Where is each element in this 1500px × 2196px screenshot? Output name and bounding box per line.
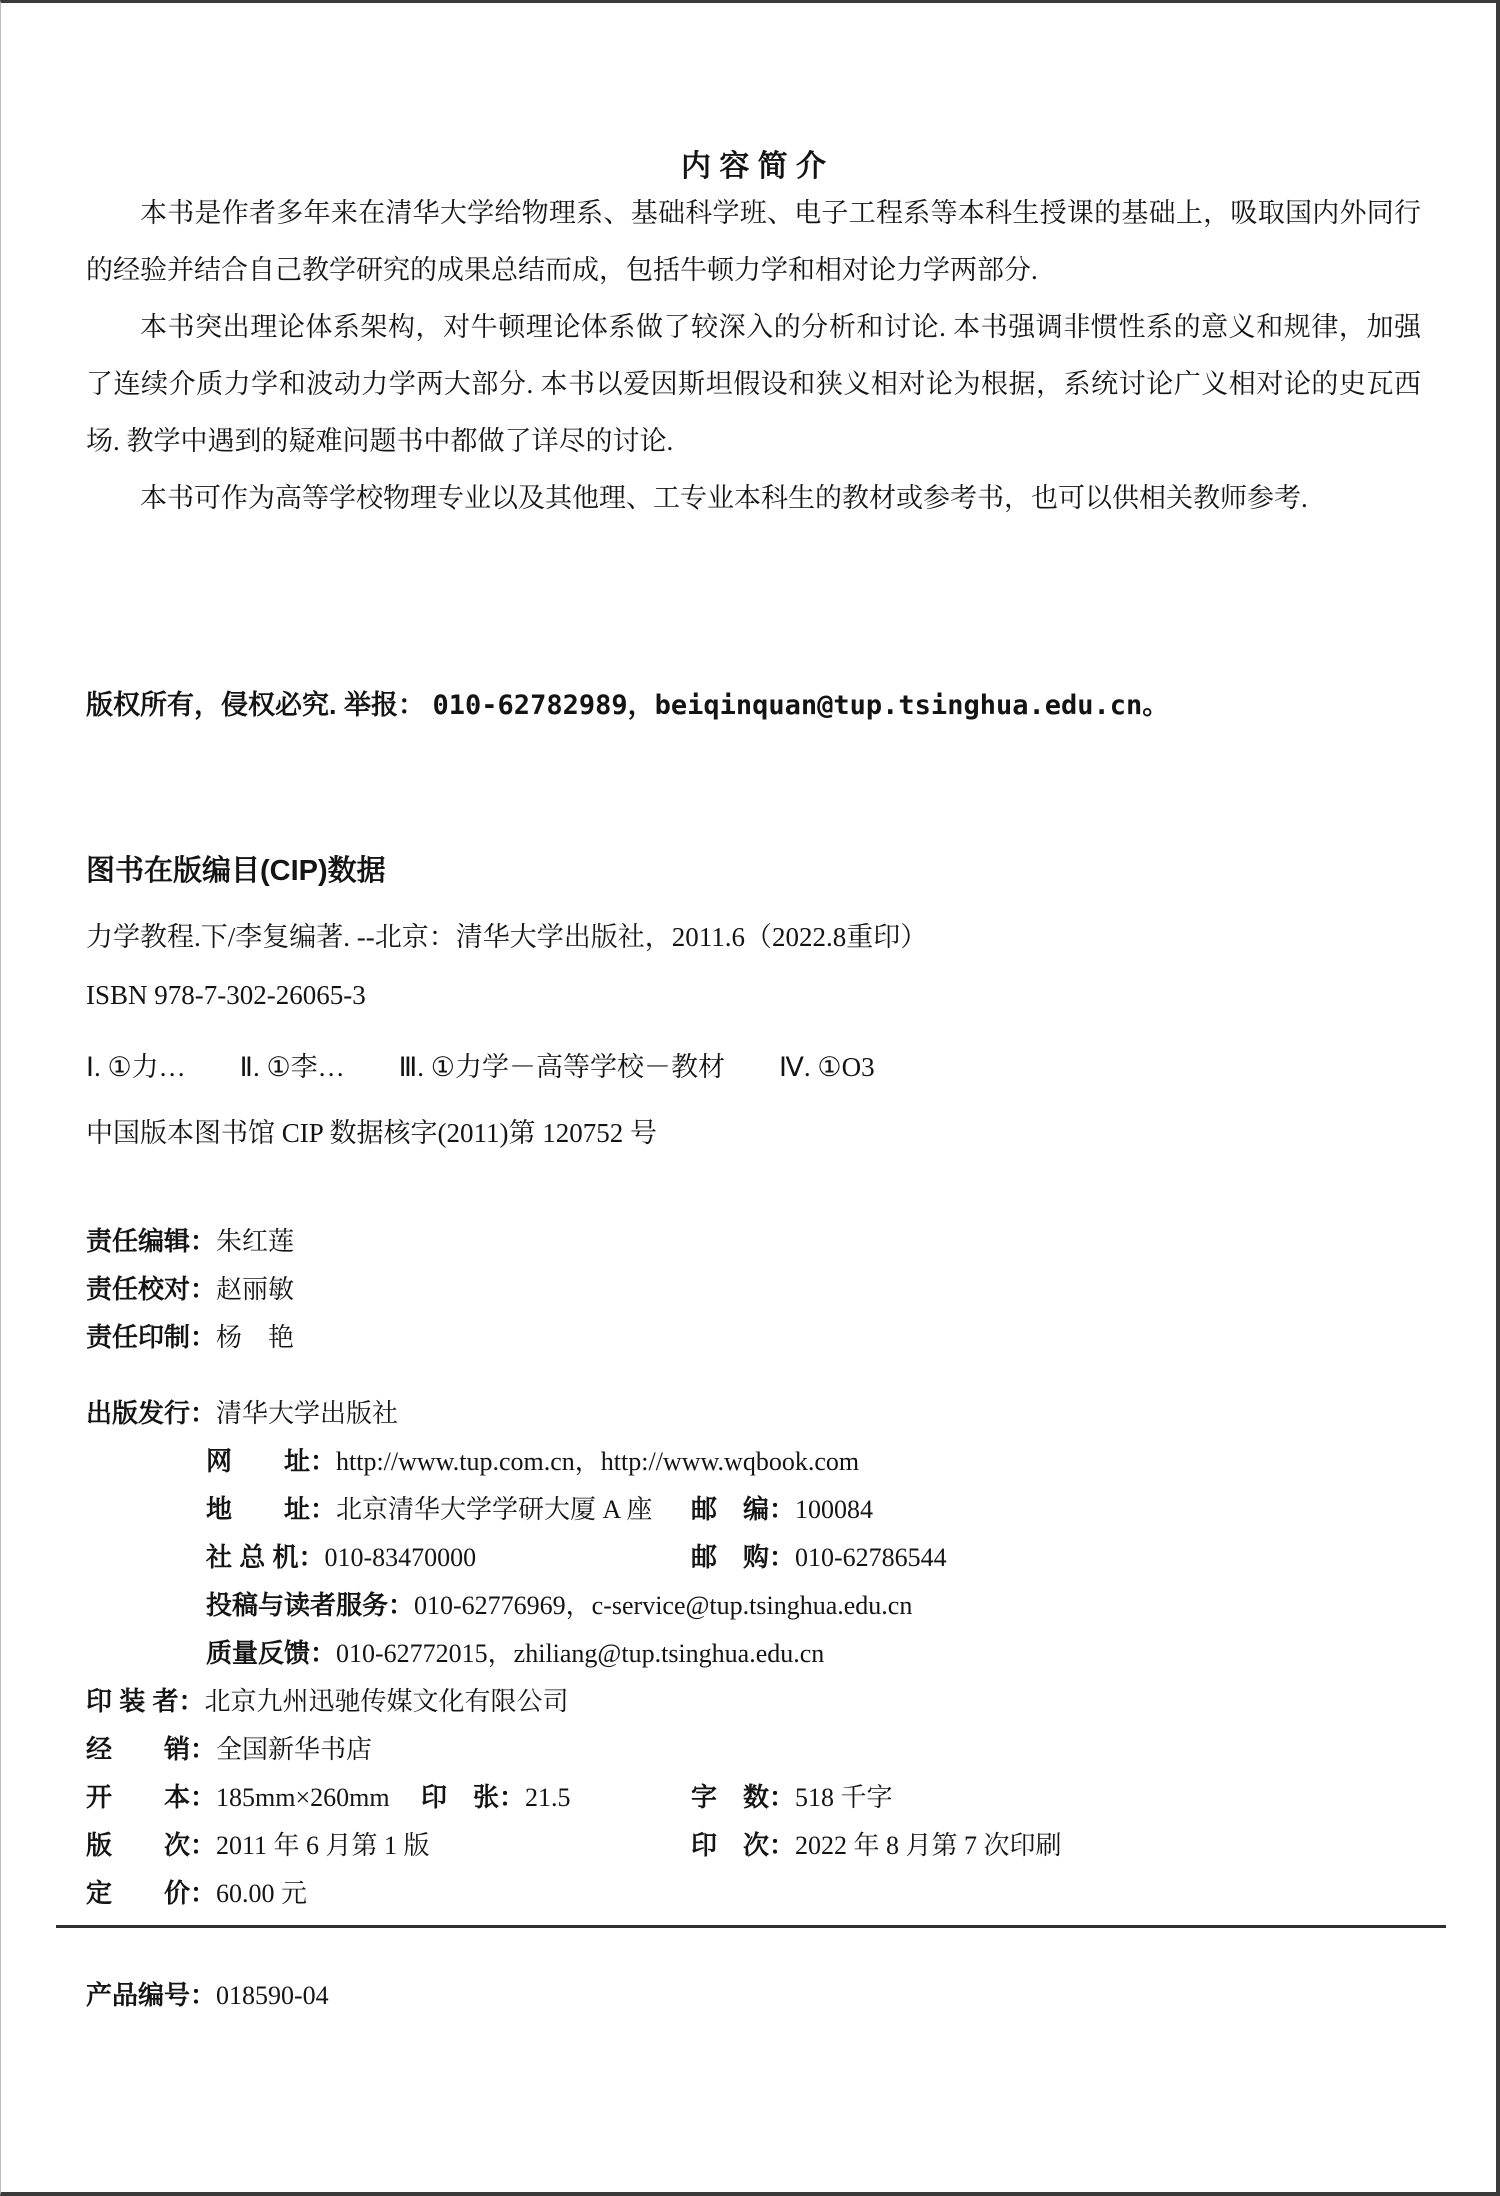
price-row [86, 1873, 1426, 1910]
format-label: 开 本： [86, 1782, 217, 1812]
staff-row-editor [86, 1221, 1426, 1258]
sheets-label: 印 张： [421, 1782, 526, 1812]
address-value: 北京清华大学学研大厦 A 座 [336, 1495, 653, 1524]
cip-classification: Ⅰ. ①力… Ⅱ. ①李… Ⅲ. ①力学－高等学校－教材 Ⅳ. ①O3 [86, 1052, 875, 1082]
isbn-line: ISBN 978-7-302-26065-3 [86, 980, 366, 1010]
copyright-warning-line [86, 683, 1421, 722]
postcode-label: 邮 编： [691, 1494, 796, 1524]
reader-service-row [86, 1585, 1426, 1622]
printer-row [86, 1681, 1426, 1718]
copyright-notice: 版权所有，侵权必究. [86, 690, 345, 720]
summary-paragraph-2: 本书突出理论体系架构，对牛顿理论体系做了较深入的分析和讨论. 本书强调非惯性系的意义和规律，加强了连续介质力学和波动力学两大部分. 本书以爱因斯坦假设和狭义相对论为根据，系统讨论广义相对论的史瓦西场. 教学中遇到的疑难问题书中都做了详尽的讨论. [86, 312, 1421, 456]
distributor-name: 全国新华书店 [216, 1735, 373, 1764]
editor-name: 朱红莲 [216, 1227, 295, 1256]
report-contact: 010-62782989，beiqinquan@tup.tsinghua.edu.cn。 [432, 690, 1170, 721]
mail-order-phone: 010-62786544 [795, 1543, 947, 1572]
price-value: 60.00 元 [216, 1879, 308, 1908]
quality-feedback-row [86, 1633, 1426, 1670]
proofreader-name: 赵丽敏 [216, 1275, 295, 1304]
price-label: 定 价： [86, 1878, 217, 1908]
word-count-value: 518 千字 [795, 1783, 893, 1812]
quality-feedback-contact: 010-62772015，zhiliang@tup.tsinghua.edu.cn [336, 1639, 825, 1668]
website-row [86, 1441, 1426, 1478]
publisher-name: 清华大学出版社 [216, 1399, 399, 1428]
proofreader-label: 责任校对： [86, 1274, 217, 1304]
website-label: 网 址： [206, 1446, 337, 1476]
reader-service-contact: 010-62776969，c-service@tup.tsinghua.edu.cn [414, 1591, 913, 1620]
publisher-label: 出版发行： [86, 1398, 217, 1428]
distributor-row [86, 1729, 1426, 1766]
product-code-value: 018590-04 [216, 1981, 329, 2010]
website-urls: http://www.tup.com.cn，http://www.wqbook.com [336, 1447, 860, 1476]
distributor-label: 经 销： [86, 1734, 217, 1764]
cip-record-number: 中国版本图书馆 CIP 数据核字(2011)第 120752 号 [86, 1118, 657, 1148]
edition-value: 2011 年 6 月第 1 版 [216, 1831, 430, 1860]
publisher-row [86, 1393, 1426, 1430]
product-code-label: 产品编号： [86, 1980, 217, 2010]
reader-service-label: 投稿与读者服务： [206, 1590, 415, 1620]
separator-rule [56, 1925, 1446, 1928]
product-code-row [86, 1975, 1426, 2012]
address-label: 地 址： [206, 1494, 337, 1524]
switchboard-label: 社 总 机： [206, 1542, 325, 1572]
format-value: 185mm×260mm [216, 1783, 390, 1812]
format-row [86, 1777, 1426, 1814]
edition-row [86, 1825, 1426, 1862]
report-label: 举报： [344, 690, 426, 720]
word-count-label: 字 数： [691, 1782, 796, 1812]
summary-title: 内 容 简 介 [680, 150, 826, 183]
cip-heading: 图书在版编目(CIP)数据 [86, 855, 386, 887]
edition-label: 版 次： [86, 1830, 217, 1860]
switchboard-phone: 010-83470000 [324, 1543, 477, 1572]
summary-paragraph-3: 本书可作为高等学校物理专业以及其他理、工专业本科生的教材或参考书，也可以供相关教师参考. [140, 483, 1308, 513]
print-supervisor-name: 杨 艳 [216, 1323, 295, 1352]
printing-value: 2022 年 8 月第 7 次印刷 [795, 1831, 1062, 1860]
cip-title-line: 力学教程.下/李复编著. --北京：清华大学出版社，2011.6（2022.8重印） [86, 922, 928, 952]
address-row [86, 1489, 1426, 1526]
printer-name: 北京九州迅驰传媒文化有限公司 [204, 1687, 569, 1716]
staff-row-print-supervisor [86, 1317, 1426, 1354]
switchboard-row [86, 1537, 1426, 1574]
sheets-value: 21.5 [525, 1783, 571, 1812]
editor-label: 责任编辑： [86, 1226, 217, 1256]
postcode-value: 100084 [795, 1495, 874, 1524]
printer-label: 印 装 者： [86, 1686, 205, 1716]
summary-paragraph-1: 本书是作者多年来在清华大学给物理系、基础科学班、电子工程系等本科生授课的基础上，吸取国内外同行的经验并结合自己教学研究的成果总结而成，包括牛顿力学和相对论力学两部分. [86, 198, 1421, 285]
quality-feedback-label: 质量反馈： [206, 1638, 337, 1668]
mail-order-label: 邮 购： [691, 1542, 796, 1572]
staff-row-proofreader [86, 1269, 1426, 1306]
content-summary-section [86, 185, 1421, 527]
print-supervisor-label: 责任印制： [86, 1322, 217, 1352]
printing-label: 印 次： [691, 1830, 796, 1860]
